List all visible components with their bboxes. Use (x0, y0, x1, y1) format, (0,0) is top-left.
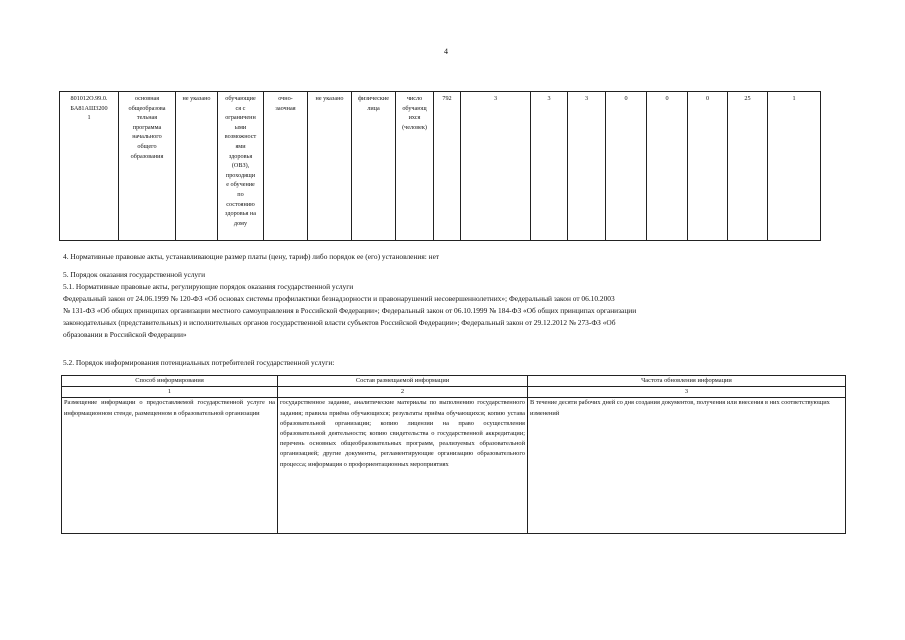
form-cell: очно- заочная (264, 92, 308, 241)
deviation-percent-cell: 25 (728, 92, 768, 241)
laws-line-2: № 131-ФЗ «Об общих принципах организации местного самоуправления в Российской Федерации»; Федеральный закон от 06.10.1999 № 184-ФЗ «Об общих принципах организации (63, 306, 637, 315)
informing-table-numbers (62, 387, 846, 398)
service-row (60, 92, 821, 241)
fee-cell-1: 0 (606, 92, 647, 241)
section-5-1-title: 5.1. Нормативные правовые акты, регулирующие порядок оказания государственной услуги (63, 282, 354, 291)
informing-method-cell: Размещение информации о предоставляемой государственной услуге на информационном стенде, размещенном в образовательной организации (62, 398, 278, 534)
section-5-2-title: 5.2. Порядок информирования потенциальных потребителей государственной услуги: (63, 358, 335, 367)
laws-line-3: законодательных (представительных) и исполнительных органов государственной власти субъектов Российской Федерации»; Федеральный закон от 29.12.2012 № 273-ФЗ «Об (63, 318, 616, 327)
program-cell: основная общеобразова тельная программа начального общего образования (119, 92, 176, 241)
column-number-3: 3 (528, 387, 846, 398)
standard-cell: не указано (176, 92, 218, 241)
condition-cell: не указано (308, 92, 352, 241)
informing-table (61, 375, 846, 534)
section-4-fees: 4. Нормативные правовые акты, устанавливающие размер платы (цену, тариф) либо порядок ее (его) установления: нет (63, 252, 440, 261)
section-5-title: 5. Порядок оказания государственной услуги (63, 270, 206, 279)
header-frequency: Частота обновления информации (528, 376, 846, 387)
header-content: Состав размещаемой информации (278, 376, 528, 387)
value-cell-2: 3 (531, 92, 568, 241)
laws-line-4: образовании в Российской Федерации» (63, 330, 187, 339)
fee-cell-3: 0 (688, 92, 728, 241)
okei-code-cell: 792 (434, 92, 461, 241)
deviation-absolute-cell: 1 (768, 92, 821, 241)
informing-content-cell: государственное задание, аналитические материалы по выполнению государственного задания; правила приёма обучающихся; результаты приёма обучающихся; копию устава образовательной организации; копию лицензии на право осуществления образовательной деятельности; копию свидетельства о государственной аккредитации; перечень основных общеобразовательных программ, реализуемых образовательной организацией; другие документы, регламентирующие организацию образовательного процесса; информация о профориентационных мероприятиях (278, 398, 528, 534)
informing-table-row (62, 398, 846, 534)
fee-cell-2: 0 (647, 92, 688, 241)
category-cell: обучающие ся с ограниченн ыми возможност ями здоровья (ОВЗ), проходящи е обучение по состоянию здоровья на дому (218, 92, 264, 241)
column-number-2: 2 (278, 387, 528, 398)
page-number: 4 (444, 47, 448, 56)
header-method: Способ информирования (62, 376, 278, 387)
value-cell-3: 3 (568, 92, 606, 241)
indicator-name-cell: число обучающ ихся (человек) (396, 92, 434, 241)
informing-table-header (62, 376, 846, 387)
informing-frequency-cell: В течение десяти рабочих дней со дня создания документов, получения или внесения в них соответствующих изменений (528, 398, 846, 534)
service-indicator-table (59, 91, 821, 241)
laws-line-1: Федеральный закон от 24.06.1999 № 120-ФЗ «Об основах системы профилактики безнадзорности и правонарушений несовершеннолетних»; Федеральный закон от 06.10.2003 (63, 294, 615, 303)
column-number-1: 1 (62, 387, 278, 398)
registry-number-cell: 801012О.99.0. БА81АШ3200 1 (60, 92, 119, 241)
value-cell-1: 3 (461, 92, 531, 241)
consumers-cell: физические лица (352, 92, 396, 241)
